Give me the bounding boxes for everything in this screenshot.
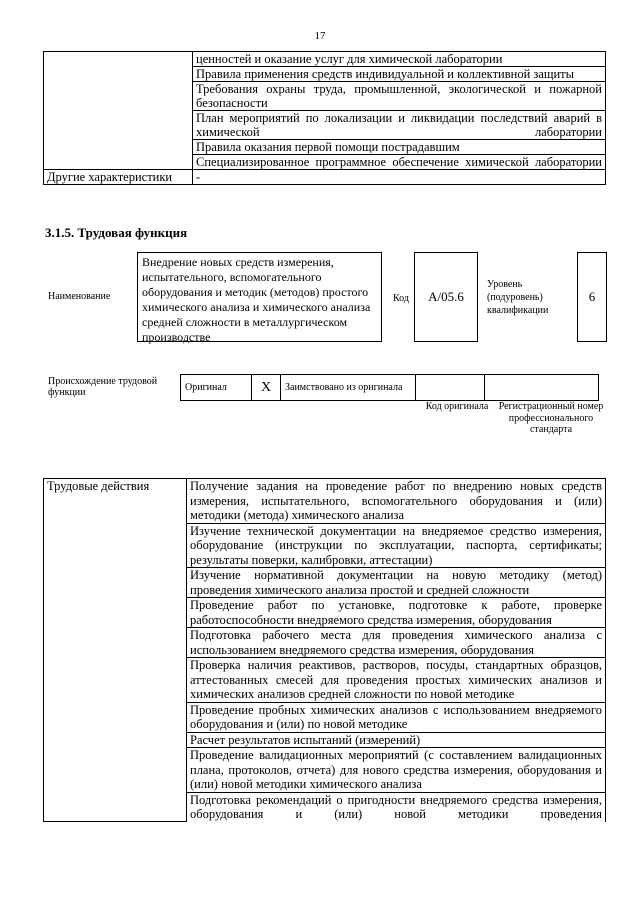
table-row: [44, 52, 606, 67]
function-name: Внедрение новых средств измерения, испытательного, вспомогательного оборудования и методик (методов) простого химического анализа и химического анализа средней сложности в металлургическом производстве: [137, 252, 382, 342]
labor-actions-label: Трудовые действия: [44, 479, 187, 822]
borrowed-label: Заимствовано из оригинала: [281, 375, 416, 401]
labor-action: Проверка наличия реактивов, растворов, посуды, стандартных образцов, аттестованных смесей для проведения простых химических анализов и химических анализов средней сложности по новой методике: [187, 658, 606, 703]
table-row: [44, 479, 606, 524]
original-label: Оригинал: [181, 375, 252, 401]
code-label: Код: [393, 293, 409, 304]
registration-number-cell: [485, 375, 599, 401]
name-label: Наименование: [48, 291, 111, 302]
knowledge-item: План мероприятий по локализации и ликвидации последствий аварий в химической лаборатории: [193, 111, 606, 140]
function-code: А/05.6: [414, 252, 478, 342]
labor-action: Изучение нормативной документации на новую методику (метод) проведения химического анализа простой и средней сложности: [187, 568, 606, 598]
labor-action: Проведение работ по установке, подготовке к работе, проверке работоспособности внедряемого средства измерения, оборудования: [187, 598, 606, 628]
knowledge-table: [43, 51, 606, 185]
other-characteristics-value: -: [193, 170, 606, 185]
labor-action: Расчет результатов испытаний (измерений): [187, 732, 606, 748]
other-characteristics-label: Другие характеристики: [44, 170, 193, 185]
section-title: 3.1.5. Трудовая функция: [45, 225, 188, 240]
qualification-level-label: Уровень (подуровень) квалификации: [487, 279, 549, 316]
empty-cell: [44, 52, 193, 170]
original-code-caption: Код оригинала: [425, 401, 489, 412]
labor-action: Проведение валидационных мероприятий (с составлением валидационных плана, протоколов, отчета) для нового средства измерения, оборудования и (или) новой методики химического анализа: [187, 748, 606, 793]
knowledge-item: Специализированное программное обеспечение химической лаборатории: [193, 155, 606, 170]
origin-label: Происхождение трудовой функции: [48, 376, 158, 398]
table-row: [181, 375, 599, 401]
original-code-cell: [416, 375, 485, 401]
labor-action: Подготовка рекомендаций о пригодности внедряемого средства измерения, оборудования и (или) новой методики проведения: [187, 792, 606, 822]
registration-number-caption: Регистрационный номер профессионального стандарта: [498, 401, 604, 435]
knowledge-item: Правила оказания первой помощи пострадавшим: [193, 140, 606, 155]
knowledge-item: Требования охраны труда, промышленной, экологической и пожарной безопасности: [193, 82, 606, 111]
labor-action: Изучение технической документации на внедряемое средство измерения, оборудование (инструкции по эксплуатации, паспорта, сертификаты; результаты поверки, калибровки, аттестации): [187, 523, 606, 568]
labor-action: Получение задания на проведение работ по внедрению новых средств измерения, испытательного, вспомогательного оборудования и (или) методики (метода) химического анализа: [187, 479, 606, 524]
table-row: [44, 170, 606, 185]
qualification-level: 6: [577, 252, 607, 342]
labor-action: Проведение пробных химических анализов с использованием внедряемого оборудования и (или) по новой методике: [187, 702, 606, 732]
origin-table: [180, 374, 599, 401]
knowledge-item: ценностей и оказание услуг для химической лаборатории: [193, 52, 606, 67]
page-number: 17: [314, 30, 326, 42]
labor-actions-table: [43, 478, 606, 822]
original-mark: X: [252, 375, 281, 401]
labor-action: Подготовка рабочего места для проведения химического анализа с использованием внедряемого средства измерения, оборудования: [187, 628, 606, 658]
knowledge-item: Правила применения средств индивидуальной и коллективной защиты: [193, 67, 606, 82]
